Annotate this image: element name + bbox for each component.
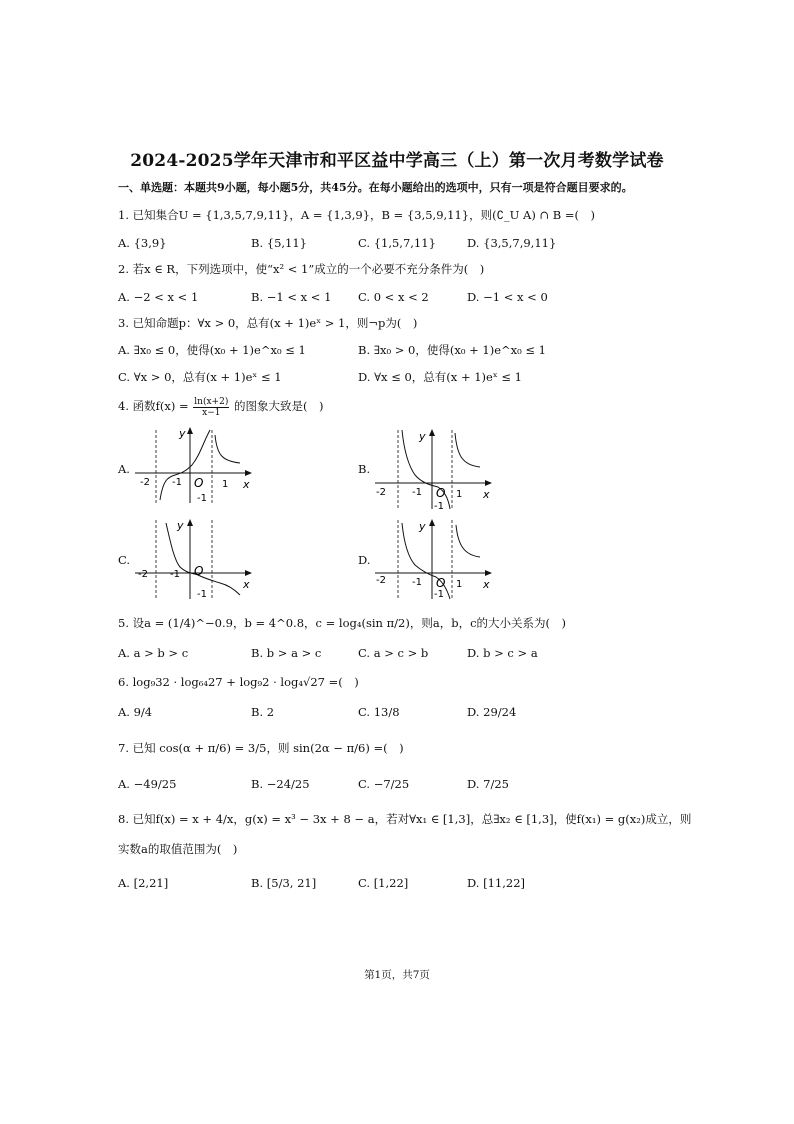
q1-option-a: A. {3,9} [118, 236, 167, 250]
q4d-ym1-label: -1 [434, 589, 444, 600]
q2-option-c: C. 0 < x < 2 [358, 290, 429, 304]
q3-option-a: A. ∃x₀ ≤ 0，使得(x₀ + 1)e^x₀ ≤ 1 [118, 343, 306, 357]
q3-option-b: B. ∃x₀ > 0，使得(x₀ + 1)e^x₀ ≤ 1 [358, 343, 546, 357]
q8-option-d: D. [11,22] [467, 876, 526, 890]
q4c-y-label: y [177, 519, 184, 532]
q4-fraction-num: ln(x+2) [194, 396, 229, 407]
q4c-minus2-label: -2 [138, 569, 148, 580]
q4c-origin-label: O [194, 564, 204, 578]
q4c-minus1-label: -1 [170, 569, 180, 580]
q4a-minus1-label: -1 [172, 477, 182, 488]
page-title: 2024-2025学年天津市和平区益中学高三（上）第一次月考数学试卷 [130, 151, 664, 171]
q4d-one-label: 1 [456, 579, 463, 590]
q4-fraction-den: x−1 [202, 407, 221, 418]
q8-option-a: A. [2,21] [118, 876, 169, 890]
q3-option-c: C. ∀x > 0，总有(x + 1)eˣ ≤ 1 [118, 370, 282, 384]
q4a-minus2-label: -2 [140, 477, 150, 488]
q5-option-d: D. b > c > a [467, 646, 538, 660]
q4-label-a: A. [118, 462, 130, 476]
q4-graph-d [370, 515, 500, 600]
q4a-y-label: y [179, 427, 186, 440]
q2-option-d: D. −1 < x < 0 [467, 290, 548, 304]
q2-option-b: B. −1 < x < 1 [251, 290, 332, 304]
q4-fraction [193, 397, 229, 418]
q5-option-b: B. b > a > c [251, 646, 322, 660]
q3-option-d: D. ∀x ≤ 0，总有(x + 1)eˣ ≤ 1 [358, 370, 522, 384]
q4b-minus1-label: -1 [412, 487, 422, 498]
q6-option-b: B. 2 [251, 705, 275, 719]
q4a-ym1-label: -1 [197, 493, 207, 504]
q4a-x-label: x [243, 478, 250, 491]
q4-graph-b [370, 425, 500, 510]
q4d-x-label: x [483, 578, 490, 591]
q7-option-a: A. −49/25 [118, 777, 177, 791]
q4a-origin-label: O [194, 476, 204, 490]
q4a-one-label: 1 [222, 479, 229, 490]
q4c-ym1-label: -1 [197, 589, 207, 600]
page-footer: 第1页，共7页 [364, 969, 430, 981]
q7-option-d: D. 7/25 [467, 777, 509, 791]
q4-label-b: B. [358, 462, 371, 476]
q4b-minus2-label: -2 [376, 487, 386, 498]
q4c-x-label: x [243, 578, 250, 591]
question-6-stem: 6. log₉32 · log₆₄27 + log₉2 · log₄√27 =( ) [118, 675, 359, 689]
q2-option-a: A. −2 < x < 1 [118, 290, 199, 304]
q4b-y-label: y [419, 430, 426, 443]
q7-option-b: B. −24/25 [251, 777, 310, 791]
question-4-stem [118, 396, 323, 418]
question-1-stem: 1. 已知集合U = {1,3,5,7,9,11}，A = {1,3,9}，B = {3,5,9,11}，则(∁_U A) ∩ B =( ) [118, 208, 595, 222]
q1-option-b: B. {5,11} [251, 236, 308, 250]
q4b-origin-label: O [436, 486, 446, 500]
q4d-origin-label: O [436, 576, 446, 590]
q5-option-c: C. a > c > b [358, 646, 429, 660]
question-8-stem: 8. 已知f(x) = x + 4/x，g(x) = x³ − 3x + 8 − a，若对∀x₁ ∈ [1,3]，总∃x₂ ∈ [1,3]，使f(x₁) = g(x₂)成立，则 [118, 812, 692, 826]
question-5-stem: 5. 设a = (1/4)^−0.9，b = 4^0.8，c = log₄(sin π/2)，则a，b，c的大小关系为( ) [118, 616, 566, 630]
q8-option-c: C. [1,22] [358, 876, 409, 890]
question-2-stem: 2. 若x ∈ R，下列选项中，使“x² < 1”成立的一个必要不充分条件为( ) [118, 262, 485, 276]
question-8-stem-cont: 实数a的取值范围为( ) [118, 842, 238, 856]
q4b-x-label: x [483, 488, 490, 501]
q8-option-b: B. [5/3, 21] [251, 876, 317, 890]
q6-option-a: A. 9/4 [118, 705, 153, 719]
q4-label-d: D. [358, 553, 371, 567]
q6-option-d: D. 29/24 [467, 705, 517, 719]
q5-option-a: A. a > b > c [118, 646, 189, 660]
section-heading: 一、单选题：本题共9小题，每小题5分，共45分。在每小题给出的选项中，只有一项是符合题目要求的。 [118, 181, 633, 194]
q1-option-c: C. {1,5,7,11} [358, 236, 436, 250]
q1-option-d: D. {3,5,7,9,11} [467, 236, 557, 250]
q4-graph-c [130, 515, 260, 600]
q4-stem-post: 的图象大致是( ) [234, 399, 324, 413]
question-7-stem: 7. 已知 cos(α + π/6) = 3/5，则 sin(2α − π/6) =( ) [118, 741, 404, 755]
question-3-stem: 3. 已知命题p：∀x > 0，总有(x + 1)eˣ > 1，则¬p为( ) [118, 316, 418, 330]
q4d-minus2-label: -2 [376, 575, 386, 586]
q4d-minus1-label: -1 [412, 577, 422, 588]
q4b-ym1-label: -1 [434, 501, 444, 510]
q7-option-c: C. −7/25 [358, 777, 410, 791]
q4-stem-pre: 4. 函数f(x) = [118, 399, 189, 413]
q6-option-c: C. 13/8 [358, 705, 400, 719]
q4b-one-label: 1 [456, 489, 463, 500]
q4d-y-label: y [419, 520, 426, 533]
q4-graph-a [130, 425, 260, 505]
q4-label-c: C. [118, 553, 131, 567]
